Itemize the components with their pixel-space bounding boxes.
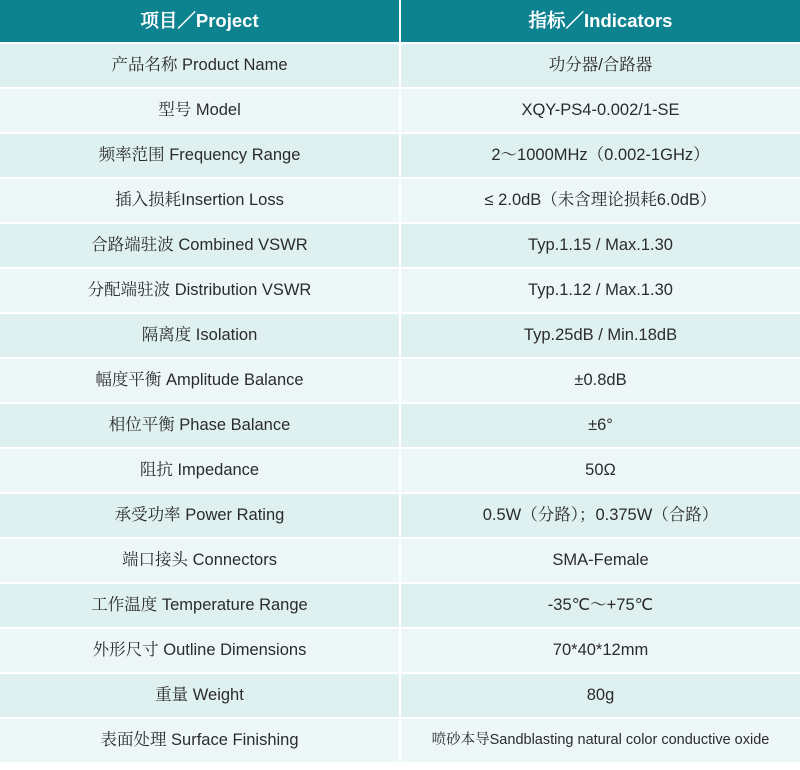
table-row [0,268,800,313]
table-row [0,583,800,628]
column-header-indicators: 指标／Indicators [400,0,800,43]
cell-indicator: -35℃～+75℃ [400,583,800,628]
cell-project: 表面处理 Surface Finishing [0,718,400,763]
cell-indicator: ≤ 2.0dB（未含理论损耗6.0dB） [400,178,800,223]
cell-project: 工作温度 Temperature Range [0,583,400,628]
cell-indicator: SMA-Female [400,538,800,583]
cell-project: 承受功率 Power Rating [0,493,400,538]
table-row [0,448,800,493]
cell-indicator: Typ.1.12 / Max.1.30 [400,268,800,313]
cell-project: 幅度平衡 Amplitude Balance [0,358,400,403]
table-row [0,358,800,403]
cell-project: 外形尺寸 Outline Dimensions [0,628,400,673]
table-row [0,178,800,223]
cell-indicator: 50Ω [400,448,800,493]
cell-project: 插入损耗Insertion Loss [0,178,400,223]
cell-project: 阻抗 Impedance [0,448,400,493]
cell-project: 型号 Model [0,88,400,133]
table-row [0,628,800,673]
table-header-row [0,0,800,43]
cell-project: 分配端驻波 Distribution VSWR [0,268,400,313]
cell-indicator: 2～1000MHz（0.002-1GHz） [400,133,800,178]
table-row [0,133,800,178]
cell-indicator: 功分器/合路器 [400,43,800,88]
table-row [0,538,800,583]
cell-project: 合路端驻波 Combined VSWR [0,223,400,268]
cell-project: 隔离度 Isolation [0,313,400,358]
cell-project: 相位平衡 Phase Balance [0,403,400,448]
cell-indicator: ±6° [400,403,800,448]
cell-indicator: Typ.25dB / Min.18dB [400,313,800,358]
cell-indicator: 0.5W（分路）；0.375W（合路） [400,493,800,538]
table-row [0,223,800,268]
table-row [0,718,800,763]
table-row [0,493,800,538]
table-row [0,88,800,133]
table-row [0,313,800,358]
table-row [0,43,800,88]
column-header-project: 项目／Project [0,0,400,43]
cell-indicator: Typ.1.15 / Max.1.30 [400,223,800,268]
table-row [0,673,800,718]
table-row [0,403,800,448]
cell-indicator: XQY-PS4-0.002/1-SE [400,88,800,133]
cell-indicator: ±0.8dB [400,358,800,403]
cell-indicator: 80g [400,673,800,718]
table-header [0,0,800,43]
table-body [0,43,800,763]
cell-indicator: 喷砂本导Sandblasting natural color conductive oxide [400,718,800,763]
cell-project: 产品名称 Product Name [0,43,400,88]
cell-project: 端口接头 Connectors [0,538,400,583]
cell-indicator: 70*40*12mm [400,628,800,673]
cell-project: 重量 Weight [0,673,400,718]
cell-project: 频率范围 Frequency Range [0,133,400,178]
